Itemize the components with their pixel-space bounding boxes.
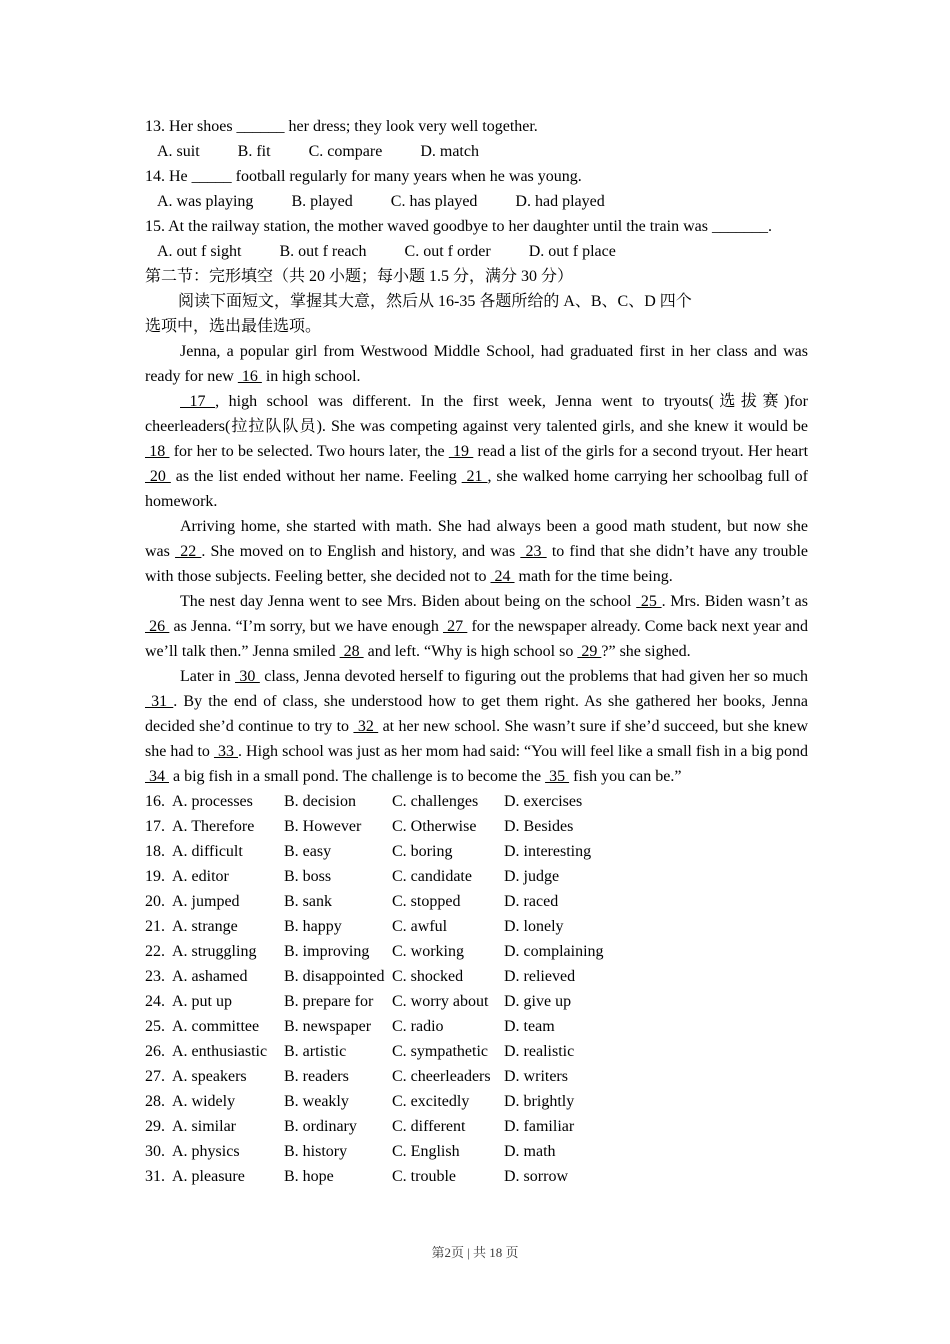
option-b: B. disappointed [284, 968, 385, 985]
option-a: A. was playing [157, 193, 254, 210]
top-questions-list [145, 114, 808, 264]
cloze-blank: 33 [213, 743, 239, 760]
option-b: B. improving [284, 943, 370, 960]
option-b: B. However [284, 818, 362, 835]
option-a: A. ashamed [172, 968, 248, 985]
cloze-choice-row [145, 814, 808, 839]
option-d: D. sorrow [504, 1168, 568, 1185]
option-c: C. trouble [392, 1168, 456, 1185]
option-d: D. realistic [504, 1043, 575, 1060]
cloze-blank: 31 [145, 693, 174, 710]
cloze-choice-row [145, 1064, 808, 1089]
option-d: D. judge [504, 868, 560, 885]
option-a: A. difficult [172, 843, 243, 860]
cloze-choice-row [145, 914, 808, 939]
choice-number: 25. [145, 1018, 165, 1035]
cloze-choice-row [145, 839, 808, 864]
option-a: A. physics [172, 1143, 240, 1160]
option-c: C. sympathetic [392, 1043, 488, 1060]
question-stem: 13. Her shoes ______ her dress; they look very well together. [145, 118, 538, 135]
cloze-choice-row [145, 1014, 808, 1039]
cloze-blank: 32 [353, 718, 379, 735]
option-d: D. match [420, 143, 479, 160]
option-a: A. enthusiastic [172, 1043, 268, 1060]
choice-number: 27. [145, 1068, 165, 1085]
option-c: C. compare [308, 143, 383, 160]
option-c: C. Otherwise [392, 818, 477, 835]
option-b: B. out f reach [279, 243, 367, 260]
choice-number: 28. [145, 1093, 165, 1110]
option-c: C. stopped [392, 893, 461, 910]
option-d: D. familiar [504, 1118, 575, 1135]
option-b: B. readers [284, 1068, 349, 1085]
choice-number: 29. [145, 1118, 165, 1135]
choice-number: 23. [145, 968, 165, 985]
option-d: D. exercises [504, 793, 583, 810]
option-d: D. brightly [504, 1093, 575, 1110]
option-b: B. history [284, 1143, 348, 1160]
choice-number: 24. [145, 993, 165, 1010]
choice-number: 19. [145, 868, 165, 885]
cloze-choice-row [145, 939, 808, 964]
option-b: B. ordinary [284, 1118, 357, 1135]
option-d: D. team [504, 1018, 555, 1035]
option-c: C. challenges [392, 793, 479, 810]
option-b: B. prepare for [284, 993, 374, 1010]
cloze-blank: 27 [442, 618, 468, 635]
choice-number: 20. [145, 893, 165, 910]
cloze-choice-row [145, 864, 808, 889]
cloze-choice-row [145, 1114, 808, 1139]
option-d: D. writers [504, 1068, 568, 1085]
option-a: A. jumped [172, 893, 240, 910]
question-options [145, 239, 808, 264]
option-d: D. out f place [528, 243, 616, 260]
option-a: A. strange [172, 918, 238, 935]
option-a: A. editor [172, 868, 229, 885]
choice-number: 26. [145, 1043, 165, 1060]
question-options [145, 139, 808, 164]
option-b: B. sank [284, 893, 332, 910]
cloze-choice-row [145, 964, 808, 989]
cloze-choices-list [145, 789, 808, 1189]
option-b: B. fit [237, 143, 271, 160]
question-stem: 14. He _____ football regularly for many years when he was young. [145, 168, 582, 185]
cloze-blank: 20 [145, 468, 171, 485]
cloze-blank: 24 [490, 568, 515, 585]
option-a: A. processes [172, 793, 253, 810]
cloze-blank: 30 [235, 668, 260, 685]
choice-number: 30. [145, 1143, 165, 1160]
option-b: B. newspaper [284, 1018, 372, 1035]
option-a: A. similar [172, 1118, 236, 1135]
cloze-blank: 22 [175, 543, 202, 560]
option-d: D. relieved [504, 968, 576, 985]
cloze-choice-row [145, 1139, 808, 1164]
option-b: B. hope [284, 1168, 334, 1185]
option-c: C. cheerleaders [392, 1068, 491, 1085]
option-a: A. speakers [172, 1068, 247, 1085]
passage-paragraph: 17 , high school was different. In the first week, Jenna went to tryouts(选拔赛)for cheerleaders(拉拉队队员). She was competing against very talented girls, and she knew it would be 18 for her to be selected. Two hours later, the 19 read a list of the girls for a second tryout. Her heart 20 as the list ended without her name. Feeling 21 , she walked home carrying her schoolbag full of homework. [145, 393, 809, 510]
cloze-blank: 17 [180, 393, 216, 410]
option-c: C. boring [392, 843, 453, 860]
option-b: B. decision [284, 793, 356, 810]
choice-number: 22. [145, 943, 165, 960]
option-c: C. worry about [392, 993, 489, 1010]
option-c: C. has played [390, 193, 478, 210]
choice-number: 17. [145, 818, 165, 835]
option-c: C. shocked [392, 968, 464, 985]
passage-paragraph: Later in 30 class, Jenna devoted herself to figuring out the problems that had given her so much 31 . By the end of class, she understood how to get them right. As she gathered her books, Jenna decided she’d continue to try to 32 at her new school. She wasn’t sure if she’d succeed, but she knew she had to 33 . High school was just as her mom had said: “You will feel like a small fish in a big pond 34 a big fish in a small pond. The challenge is to become the 35 fish you can be.” [145, 668, 809, 785]
option-a: A. suit [157, 143, 200, 160]
section-header: 第二节：完形填空（共 20 小题；每小题 1.5 分，满分 30 分） [145, 268, 574, 285]
option-c: C. excitedly [392, 1093, 470, 1110]
cloze-choice-row [145, 1039, 808, 1064]
cloze-blank: 25 [636, 593, 662, 610]
option-a: A. pleasure [172, 1168, 245, 1185]
choice-number: 31. [145, 1168, 165, 1185]
option-b: B. played [291, 193, 353, 210]
option-a: A. committee [172, 1018, 260, 1035]
cloze-blank: 35 [545, 768, 570, 785]
option-c: C. candidate [392, 868, 472, 885]
option-d: D. interesting [504, 843, 592, 860]
instructions-line-1: 阅读下面短文，掌握其大意，然后从 16-35 各题所给的 A、B、C、D 四个 [178, 293, 692, 310]
passage-paragraph: The nest day Jenna went to see Mrs. Biden about being on the school 25 . Mrs. Biden wasn’t as 26 as Jenna. “I’m sorry, but we have enough 27 for the newspaper already. Come back next year and we’ll talk then.” Jenna smiled 28 and left. “Why is high school so 29 ?” she sighed. [145, 593, 809, 660]
question-block [145, 164, 808, 214]
option-d: D. raced [504, 893, 559, 910]
page-footer [0, 1244, 950, 1262]
option-a: A. out f sight [157, 243, 242, 260]
option-d: D. math [504, 1143, 556, 1160]
choice-number: 21. [145, 918, 165, 935]
cloze-blank: 19 [448, 443, 474, 460]
cloze-blank: 16 [237, 368, 262, 385]
cloze-choice-row [145, 889, 808, 914]
option-d: D. lonely [504, 918, 564, 935]
option-b: B. weakly [284, 1093, 349, 1110]
passage-paragraph: Jenna, a popular girl from Westwood Middle School, had graduated first in her class and was ready for new 16 in high school. [145, 343, 808, 385]
option-d: D. give up [504, 993, 572, 1010]
option-b: B. boss [284, 868, 332, 885]
question-options [145, 189, 808, 214]
option-c: C. different [392, 1118, 466, 1135]
page-number: 第2页 | 共 18 页 [431, 1245, 519, 1260]
option-c: C. English [392, 1143, 460, 1160]
option-c: C. awful [392, 918, 448, 935]
choice-number: 18. [145, 843, 165, 860]
option-c: C. radio [392, 1018, 444, 1035]
option-a: A. put up [172, 993, 232, 1010]
option-c: C. out f order [404, 243, 491, 260]
option-b: B. artistic [284, 1043, 347, 1060]
cloze-blank: 34 [145, 768, 169, 785]
cloze-blank: 29 [577, 643, 602, 660]
cloze-blank: 26 [145, 618, 170, 635]
option-d: D. Besides [504, 818, 574, 835]
instructions-line-2: 选项中，选出最佳选项。 [145, 318, 322, 335]
passage-paragraph: Arriving home, she started with math. She had always been a good math student, but now she was 22 . She moved on to English and history, and was 23 to find that she didn’t have any trouble with those subjects. Feeling better, she decided not to 24 math for the time being. [145, 518, 809, 585]
cloze-passage [145, 339, 808, 789]
option-d: D. complaining [504, 943, 604, 960]
option-c: C. working [392, 943, 464, 960]
question-block [145, 114, 808, 164]
choice-number: 16. [145, 793, 165, 810]
question-block [145, 214, 808, 264]
exam-content [145, 114, 808, 1189]
option-d: D. had played [515, 193, 605, 210]
question-stem: 15. At the railway station, the mother waved goodbye to her daughter until the train was _______. [145, 218, 772, 235]
cloze-blank: 18 [145, 443, 170, 460]
option-b: B. happy [284, 918, 342, 935]
cloze-blank: 23 [520, 543, 547, 560]
cloze-blank: 28 [339, 643, 364, 660]
cloze-choice-row [145, 989, 808, 1014]
option-a: A. struggling [172, 943, 257, 960]
cloze-choice-row [145, 1089, 808, 1114]
cloze-choice-row [145, 1164, 808, 1189]
option-b: B. easy [284, 843, 332, 860]
cloze-blank: 21 [461, 468, 488, 485]
cloze-choice-row [145, 789, 808, 814]
option-a: A. Therefore [172, 818, 255, 835]
option-a: A. widely [172, 1093, 236, 1110]
